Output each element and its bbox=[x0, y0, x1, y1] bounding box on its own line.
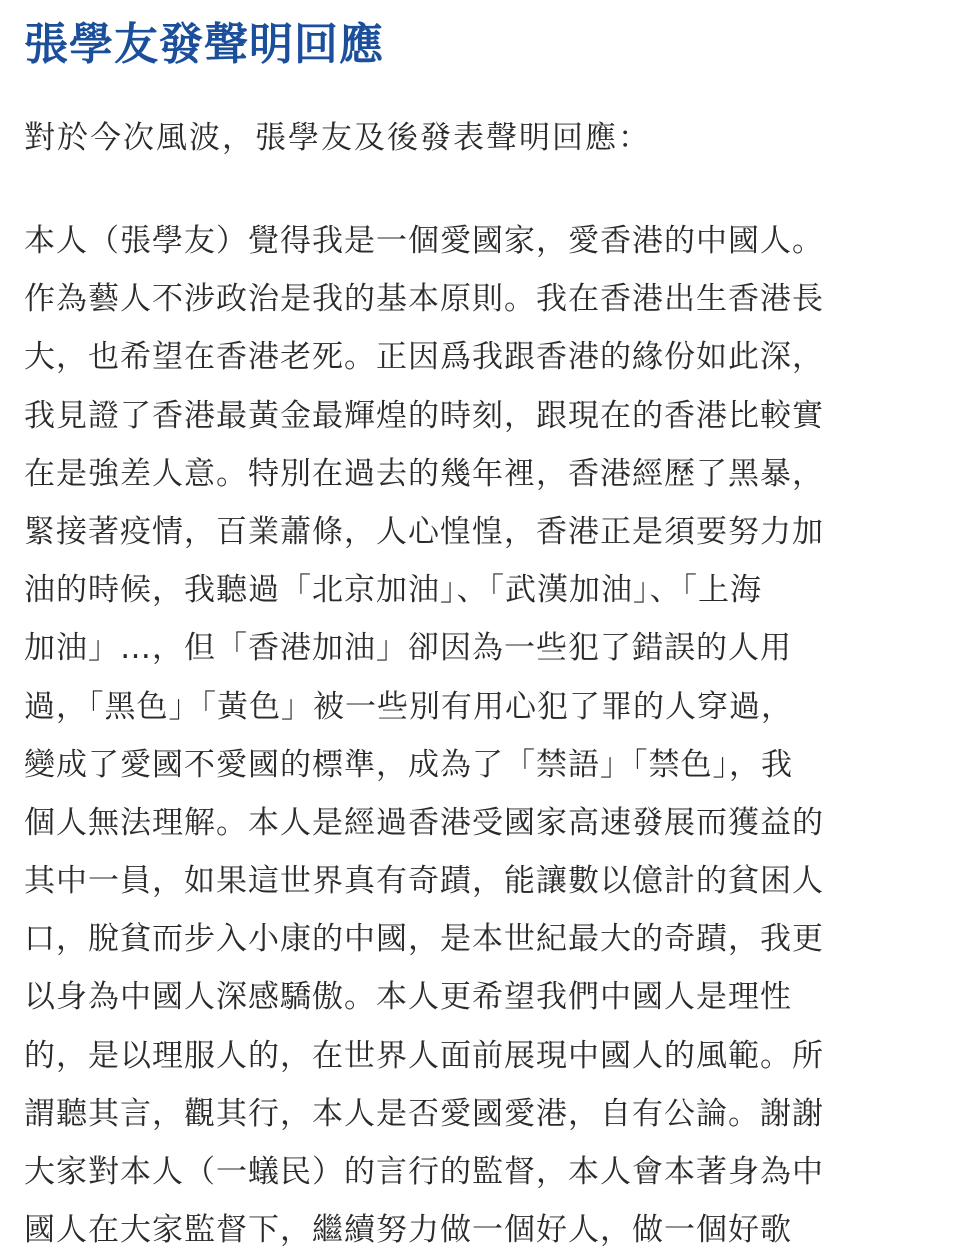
statement-line: 謂聽其言，觀其行，本人是否愛國愛港，自有公論。謝謝 bbox=[24, 1095, 824, 1132]
statement-line: 緊接著疫情，百業蕭條，人心惶惶，香港正是須要努力加 bbox=[24, 513, 824, 550]
statement-line: 的，是以理服人的，在世界人面前展現中國人的風範。所 bbox=[24, 1037, 824, 1074]
statement-line: 大家對本人（一蟻民）的言行的監督，本人會本著身為中 bbox=[24, 1154, 824, 1190]
statement-line: 我見證了香港最黃金最輝煌的時刻，跟現在的香港比較實 bbox=[24, 397, 824, 434]
statement-line: 作為藝人不涉政治是我的基本原則。我在香港出生香港長 bbox=[24, 281, 824, 318]
statement-line: 變成了愛國不愛國的標準，成為了「禁語」「禁色」，我 bbox=[24, 746, 793, 783]
statement-line: 口，脫貧而步入小康的中國，是本世紀最大的奇蹟，我更 bbox=[24, 921, 824, 958]
statement-line: 個人無法理解。本人是經過香港受國家高速發展而獲益的 bbox=[24, 804, 824, 841]
statement-line: 本人（張學友）覺得我是一個愛國家，愛香港的中國人。 bbox=[24, 223, 824, 259]
statement-line: 大，也希望在香港老死。正因爲我跟香港的緣份如此深， bbox=[24, 339, 824, 376]
article-intro: 對於今次風波，張學友及後發表聲明回應： bbox=[24, 120, 651, 156]
statement-body bbox=[24, 212, 944, 1251]
statement-line: 在是強差人意。特別在過去的幾年裡，香港經歷了黑暴， bbox=[24, 455, 824, 492]
statement-line: 油的時候，我聽過「北京加油」、「武漢加油」、「上海 bbox=[24, 572, 762, 609]
statement-line: 加油」…，但「香港加油」卻因為一些犯了錯誤的人用 bbox=[24, 630, 792, 667]
statement-line: 其中一員，如果這世界真有奇蹟，能讓數以億計的貧困人 bbox=[24, 863, 824, 900]
statement-line: 以身為中國人深感驕傲。本人更希望我們中國人是理性 bbox=[24, 979, 792, 1016]
statement-line: 國人在大家監督下，繼續努力做一個好人，做一個好歌 bbox=[24, 1212, 792, 1249]
statement-line: 過，「黑色」「黃色」被一些別有用心犯了罪的人穿過， bbox=[24, 688, 793, 725]
article-headline: 張學友發聲明回應 bbox=[24, 19, 384, 70]
